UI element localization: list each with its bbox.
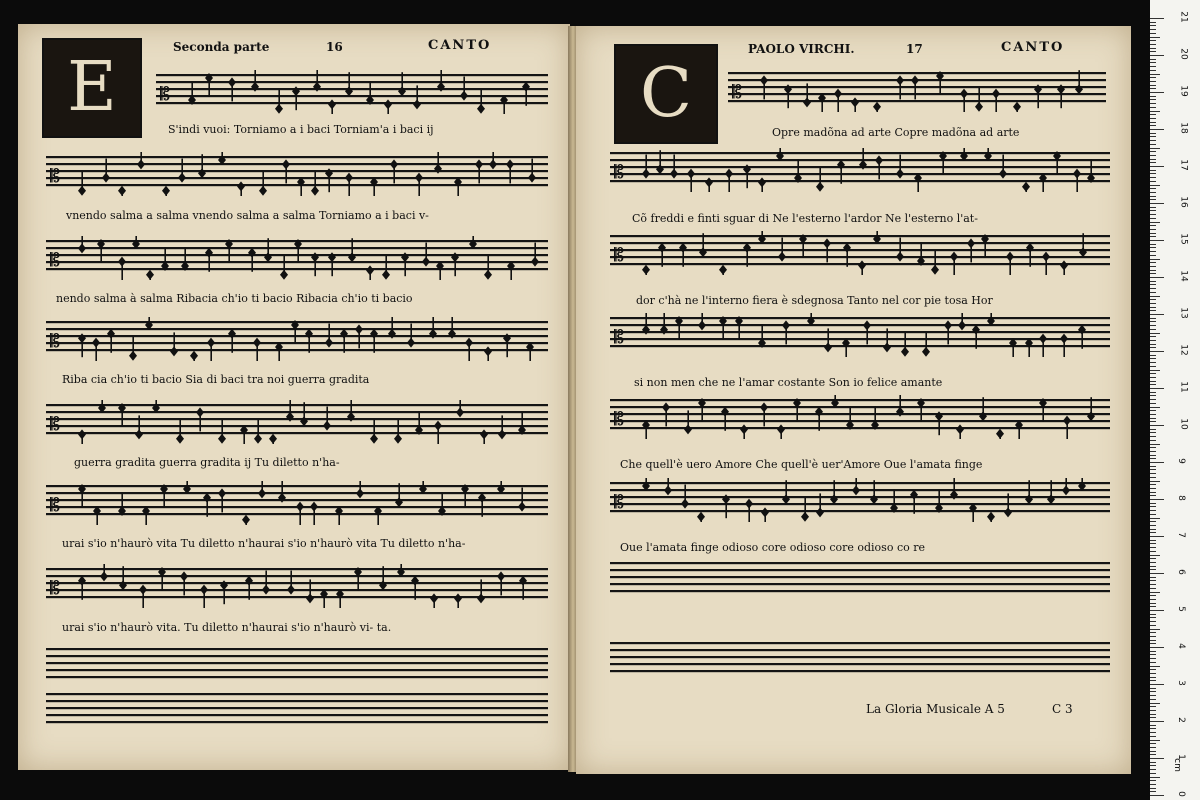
ruler-minor-tick [1150, 473, 1156, 474]
ruler-minor-tick [1150, 654, 1156, 655]
ruler-minor-tick [1150, 606, 1156, 607]
ruler-minor-tick [1150, 136, 1156, 137]
ruler-tick [1150, 92, 1164, 93]
ruler-minor-tick [1150, 122, 1156, 123]
music-staff [610, 313, 1110, 357]
ruler-minor-tick [1150, 103, 1156, 104]
music-staff [46, 400, 548, 444]
ruler-minor-tick [1150, 259, 1160, 260]
ruler-minor-tick [1150, 458, 1156, 459]
svg-text:𝄡: 𝄡 [614, 245, 625, 266]
lyric-line: Riba cia ch'io ti bacio Sia di baci tra noi guerra gradita [62, 373, 370, 386]
ruler-tick [1150, 684, 1164, 685]
ruler-minor-tick [1150, 188, 1156, 189]
ruler-minor-tick [1150, 236, 1156, 237]
ruler-minor-tick [1150, 162, 1156, 163]
ruler-minor-tick [1150, 355, 1156, 356]
ruler-tick [1150, 240, 1164, 241]
ruler-minor-tick [1150, 706, 1156, 707]
ruler-minor-tick [1150, 114, 1156, 115]
ruler-minor-tick [1150, 370, 1160, 371]
ruler-minor-tick [1150, 340, 1156, 341]
ruler-minor-tick [1150, 595, 1156, 596]
ruler-minor-tick [1150, 492, 1156, 493]
ruler-minor-tick [1150, 488, 1156, 489]
ruler-minor-tick [1150, 777, 1160, 778]
lyric-line: dor c'hà ne l'interno fiera è sdegnosa Tanto nel cor pie tosa Hor [636, 294, 993, 307]
ruler-minor-tick [1150, 429, 1156, 430]
ruler-label: 17 [1178, 159, 1189, 171]
part-name-right: CANTO [1001, 40, 1065, 55]
ruler-minor-tick [1150, 673, 1156, 674]
ruler-minor-tick [1150, 229, 1156, 230]
ruler-minor-tick [1150, 651, 1156, 652]
ruler-minor-tick [1150, 703, 1160, 704]
ruler-minor-tick [1150, 22, 1156, 23]
ruler-tick [1150, 647, 1164, 648]
ruler-minor-tick [1150, 747, 1156, 748]
ruler-tick [1150, 166, 1164, 167]
ruler-minor-tick [1150, 366, 1156, 367]
ruler-minor-tick [1150, 384, 1156, 385]
svg-text:𝄡: 𝄡 [50, 250, 61, 271]
ruler-tick [1150, 499, 1164, 500]
ruler-label: 20 [1178, 48, 1189, 60]
ruler-minor-tick [1150, 29, 1156, 30]
ruler-minor-tick [1150, 740, 1160, 741]
ruler-minor-tick [1150, 577, 1156, 578]
ruler-minor-tick [1150, 107, 1156, 108]
svg-text:𝄡: 𝄡 [50, 166, 61, 187]
ruler-minor-tick [1150, 407, 1160, 408]
svg-text:𝄡: 𝄡 [732, 82, 743, 103]
ruler-minor-tick [1150, 299, 1156, 300]
ruler-minor-tick [1150, 444, 1160, 445]
ruler-minor-tick [1150, 173, 1156, 174]
ruler-tick [1150, 610, 1164, 611]
ruler-minor-tick [1150, 288, 1156, 289]
decorated-initial-right: C [614, 44, 718, 144]
ruler-tick [1150, 277, 1164, 278]
svg-text:𝄡: 𝄡 [50, 578, 61, 599]
ruler-minor-tick [1150, 780, 1156, 781]
svg-text:𝄡: 𝄡 [50, 495, 61, 516]
ruler-minor-tick [1150, 225, 1156, 226]
part-name-left: CANTO [428, 38, 492, 53]
ruler-minor-tick [1150, 481, 1160, 482]
ruler-minor-tick [1150, 233, 1156, 234]
ruler-minor-tick [1150, 70, 1156, 71]
ruler-minor-tick [1150, 617, 1156, 618]
lyric-line: Cõ freddi e finti sguar di Ne l'esterno l'ardor Ne l'esterno l'at- [632, 212, 978, 225]
signature-mark: C 3 [1052, 702, 1073, 716]
page-number-right: 17 [906, 42, 923, 56]
ruler-minor-tick [1150, 99, 1156, 100]
ruler-unit-label: cm [1171, 758, 1182, 772]
ruler-minor-tick [1150, 421, 1156, 422]
svg-text:𝄡: 𝄡 [614, 327, 625, 348]
ruler-label: 2 [1175, 717, 1186, 723]
ruler-label: 3 [1175, 680, 1186, 686]
ruler-minor-tick [1150, 484, 1156, 485]
ruler-minor-tick [1150, 717, 1156, 718]
ruler-minor-tick [1150, 599, 1156, 600]
lyric-line: guerra gradita guerra gradita ij Tu diletto n'ha- [74, 456, 340, 469]
music-staff [610, 478, 1110, 522]
ruler-minor-tick [1150, 791, 1156, 792]
header-left-section: Seconda parte [173, 40, 270, 54]
ruler-minor-tick [1150, 262, 1156, 263]
footer-title: La Gloria Musicale A 5 [866, 702, 1005, 716]
ruler-minor-tick [1150, 525, 1156, 526]
lyric-line: urai s'io n'haurò vita. Tu diletto n'haurai s'io n'haurò vi- ta. [62, 621, 392, 634]
ruler-minor-tick [1150, 133, 1156, 134]
ruler-minor-tick [1150, 284, 1156, 285]
ruler-minor-tick [1150, 455, 1156, 456]
ruler-minor-tick [1150, 688, 1156, 689]
ruler-minor-tick [1150, 680, 1156, 681]
ruler-minor-tick [1150, 621, 1156, 622]
ruler-label: 14 [1178, 270, 1189, 282]
ruler-label: 8 [1175, 495, 1186, 501]
ruler-minor-tick [1150, 273, 1156, 274]
ruler-minor-tick [1150, 469, 1156, 470]
ruler-minor-tick [1150, 207, 1156, 208]
ruler-minor-tick [1150, 592, 1160, 593]
ruler-tick [1150, 462, 1164, 463]
ruler-minor-tick [1150, 118, 1156, 119]
ruler-minor-tick [1150, 347, 1156, 348]
ruler-minor-tick [1150, 666, 1160, 667]
ruler-tick [1150, 18, 1164, 19]
ruler-minor-tick [1150, 25, 1156, 26]
ruler-minor-tick [1150, 214, 1156, 215]
left-page [18, 24, 570, 770]
ruler-label: 15 [1178, 233, 1189, 245]
ruler-minor-tick [1150, 410, 1156, 411]
ruler-minor-tick [1150, 218, 1156, 219]
ruler-minor-tick [1150, 403, 1156, 404]
ruler-minor-tick [1150, 418, 1156, 419]
ruler-minor-tick [1150, 551, 1156, 552]
music-staff [46, 564, 548, 608]
ruler-minor-tick [1150, 784, 1156, 785]
ruler-minor-tick [1150, 743, 1156, 744]
ruler-label: 19 [1178, 85, 1189, 97]
ruler-minor-tick [1150, 74, 1160, 75]
lyric-line: Che quell'è uero Amore Che quell'è uer'Amore Oue l'amata finge [620, 458, 983, 471]
ruler-minor-tick [1150, 540, 1156, 541]
ruler-minor-tick [1150, 247, 1156, 248]
ruler-label: 1 [1175, 754, 1186, 760]
ruler-minor-tick [1150, 270, 1156, 271]
ruler-tick [1150, 425, 1164, 426]
right-page [576, 26, 1131, 774]
ruler-minor-tick [1150, 59, 1156, 60]
ruler-minor-tick [1150, 691, 1156, 692]
music-staff [46, 644, 548, 688]
music-staff [610, 395, 1110, 439]
ruler-minor-tick [1150, 436, 1156, 437]
ruler-minor-tick [1150, 603, 1156, 604]
ruler-minor-tick [1150, 518, 1160, 519]
ruler-minor-tick [1150, 762, 1156, 763]
ruler-minor-tick [1150, 547, 1156, 548]
ruler-minor-tick [1150, 466, 1156, 467]
ruler-label: 12 [1178, 344, 1189, 356]
ruler-minor-tick [1150, 451, 1156, 452]
ruler-minor-tick [1150, 543, 1156, 544]
ruler-minor-tick [1150, 447, 1156, 448]
music-staff [46, 481, 548, 525]
ruler-minor-tick [1150, 358, 1156, 359]
ruler-minor-tick [1150, 170, 1156, 171]
ruler-minor-tick [1150, 555, 1160, 556]
ruler-minor-tick [1150, 510, 1156, 511]
svg-text:𝄡: 𝄡 [160, 84, 171, 105]
ruler-minor-tick [1150, 85, 1156, 86]
decorated-initial-left: E [42, 38, 142, 138]
ruler-minor-tick [1150, 669, 1156, 670]
ruler-minor-tick [1150, 677, 1156, 678]
ruler-minor-tick [1150, 196, 1156, 197]
ruler-minor-tick [1150, 199, 1156, 200]
header-composer: PAOLO VIRCHI. [748, 42, 855, 56]
music-staff [610, 638, 1110, 682]
lyric-line: vnendo salma a salma vnendo salma a salma Torniamo a i baci v- [66, 209, 429, 222]
ruler-minor-tick [1150, 695, 1156, 696]
ruler-minor-tick [1150, 151, 1156, 152]
ruler-minor-tick [1150, 710, 1156, 711]
ruler-minor-tick [1150, 177, 1156, 178]
ruler-label: 0 [1175, 791, 1186, 797]
svg-text:𝄡: 𝄡 [614, 492, 625, 513]
ruler-minor-tick [1150, 303, 1156, 304]
ruler-tick [1150, 795, 1164, 796]
svg-text:𝄡: 𝄡 [614, 409, 625, 430]
lyric-line: nendo salma à salma Ribacia ch'io ti bacio Ribacia ch'io ti bacio [56, 292, 413, 305]
music-staff [46, 689, 548, 733]
ruler-minor-tick [1150, 373, 1156, 374]
ruler-minor-tick [1150, 307, 1156, 308]
ruler-minor-tick [1150, 503, 1156, 504]
ruler-tick [1150, 721, 1164, 722]
ruler-label: 13 [1178, 307, 1189, 319]
ruler-minor-tick [1150, 643, 1156, 644]
ruler-minor-tick [1150, 725, 1156, 726]
music-staff [610, 148, 1110, 192]
ruler-minor-tick [1150, 414, 1156, 415]
ruler-minor-tick [1150, 281, 1156, 282]
ruler-minor-tick [1150, 769, 1156, 770]
ruler-minor-tick [1150, 640, 1156, 641]
ruler-minor-tick [1150, 754, 1156, 755]
ruler-label: 16 [1178, 196, 1189, 208]
ruler-label: 10 [1178, 418, 1189, 430]
ruler-tick [1150, 758, 1164, 759]
ruler-minor-tick [1150, 588, 1156, 589]
ruler-minor-tick [1150, 155, 1156, 156]
ruler-label: 11 [1178, 381, 1189, 393]
ruler-minor-tick [1150, 566, 1156, 567]
ruler-label: 6 [1175, 569, 1186, 575]
ruler-minor-tick [1150, 310, 1156, 311]
ruler-minor-tick [1150, 584, 1156, 585]
music-staff [46, 236, 548, 280]
ruler-minor-tick [1150, 296, 1160, 297]
ruler-minor-tick [1150, 185, 1160, 186]
ruler-minor-tick [1150, 140, 1156, 141]
ruler-label: 18 [1178, 122, 1189, 134]
ruler-minor-tick [1150, 569, 1156, 570]
ruler-minor-tick [1150, 255, 1156, 256]
ruler-minor-tick [1150, 111, 1160, 112]
ruler-minor-tick [1150, 292, 1156, 293]
ruler-minor-tick [1150, 662, 1156, 663]
ruler-minor-tick [1150, 325, 1156, 326]
ruler-minor-tick [1150, 37, 1160, 38]
ruler-minor-tick [1150, 244, 1156, 245]
ruler-minor-tick [1150, 88, 1156, 89]
music-staff [610, 231, 1110, 275]
page-number-left: 16 [326, 40, 343, 54]
ruler-minor-tick [1150, 125, 1156, 126]
ruler-minor-tick [1150, 222, 1160, 223]
ruler-minor-tick [1150, 77, 1156, 78]
ruler-minor-tick [1150, 144, 1156, 145]
ruler-minor-tick [1150, 432, 1156, 433]
ruler-minor-tick [1150, 558, 1156, 559]
ruler-tick [1150, 573, 1164, 574]
ruler-minor-tick [1150, 381, 1156, 382]
ruler-minor-tick [1150, 562, 1156, 563]
ruler-minor-tick [1150, 751, 1156, 752]
ruler-minor-tick [1150, 333, 1160, 334]
ruler-minor-tick [1150, 477, 1156, 478]
ruler-minor-tick [1150, 773, 1156, 774]
ruler-tick [1150, 203, 1164, 204]
ruler-minor-tick [1150, 440, 1156, 441]
svg-text:𝄡: 𝄡 [614, 162, 625, 183]
ruler-minor-tick [1150, 580, 1156, 581]
ruler-minor-tick [1150, 318, 1156, 319]
music-staff [156, 70, 548, 114]
ruler-minor-tick [1150, 532, 1156, 533]
ruler-minor-tick [1150, 66, 1156, 67]
ruler-minor-tick [1150, 62, 1156, 63]
ruler-minor-tick [1150, 699, 1156, 700]
ruler-minor-tick [1150, 736, 1156, 737]
ruler-minor-tick [1150, 636, 1156, 637]
lyric-line: urai s'io n'haurò vita Tu diletto n'haurai s'io n'haurò vita Tu diletto n'ha- [62, 537, 466, 550]
ruler-label: 7 [1175, 532, 1186, 538]
ruler-minor-tick [1150, 81, 1156, 82]
lyric-line: Opre madõna ad arte Copre madõna ad arte [772, 126, 1020, 139]
ruler-minor-tick [1150, 336, 1156, 337]
ruler-minor-tick [1150, 521, 1156, 522]
ruler-minor-tick [1150, 765, 1156, 766]
ruler-tick [1150, 536, 1164, 537]
ruler-minor-tick [1150, 529, 1156, 530]
ruler-label: 5 [1175, 606, 1186, 612]
ruler-label: 21 [1178, 11, 1189, 23]
measurement-ruler [1150, 0, 1200, 800]
ruler-minor-tick [1150, 48, 1156, 49]
ruler-tick [1150, 55, 1164, 56]
ruler-minor-tick [1150, 514, 1156, 515]
ruler-minor-tick [1150, 395, 1156, 396]
lyric-line: S'indi vuoi: Torniamo a i baci Torniam'a i baci ij [168, 123, 434, 136]
ruler-minor-tick [1150, 148, 1160, 149]
ruler-minor-tick [1150, 96, 1156, 97]
ruler-label: 4 [1175, 643, 1186, 649]
ruler-minor-tick [1150, 392, 1156, 393]
ruler-tick [1150, 388, 1164, 389]
ruler-minor-tick [1150, 251, 1156, 252]
ruler-minor-tick [1150, 33, 1156, 34]
ruler-tick [1150, 351, 1164, 352]
ruler-minor-tick [1150, 192, 1156, 193]
ruler-minor-tick [1150, 614, 1156, 615]
ruler-minor-tick [1150, 629, 1160, 630]
ruler-minor-tick [1150, 210, 1156, 211]
ruler-minor-tick [1150, 362, 1156, 363]
ruler-minor-tick [1150, 51, 1156, 52]
ruler-minor-tick [1150, 321, 1156, 322]
ruler-tick [1150, 314, 1164, 315]
music-staff [610, 558, 1110, 602]
ruler-minor-tick [1150, 399, 1156, 400]
music-staff [46, 152, 548, 196]
svg-text:𝄡: 𝄡 [50, 414, 61, 435]
ruler-minor-tick [1150, 632, 1156, 633]
ruler-minor-tick [1150, 788, 1156, 789]
ruler-minor-tick [1150, 159, 1156, 160]
ruler-minor-tick [1150, 344, 1156, 345]
ruler-minor-tick [1150, 714, 1156, 715]
ruler-minor-tick [1150, 495, 1156, 496]
ruler-tick [1150, 129, 1164, 130]
lyric-line: si non men che ne l'amar costante Son io felice amante [634, 376, 943, 389]
svg-text:𝄡: 𝄡 [50, 331, 61, 352]
ruler-minor-tick [1150, 181, 1156, 182]
music-staff [728, 68, 1106, 112]
ruler-minor-tick [1150, 728, 1156, 729]
ruler-minor-tick [1150, 266, 1156, 267]
ruler-minor-tick [1150, 506, 1156, 507]
ruler-minor-tick [1150, 377, 1156, 378]
ruler-minor-tick [1150, 658, 1156, 659]
lyric-line: Oue l'amata finge odioso core odioso core odioso co re [620, 541, 925, 554]
ruler-minor-tick [1150, 40, 1156, 41]
ruler-minor-tick [1150, 329, 1156, 330]
ruler-label: 9 [1175, 458, 1186, 464]
ruler-minor-tick [1150, 732, 1156, 733]
music-staff [46, 317, 548, 361]
ruler-minor-tick [1150, 625, 1156, 626]
ruler-minor-tick [1150, 44, 1156, 45]
